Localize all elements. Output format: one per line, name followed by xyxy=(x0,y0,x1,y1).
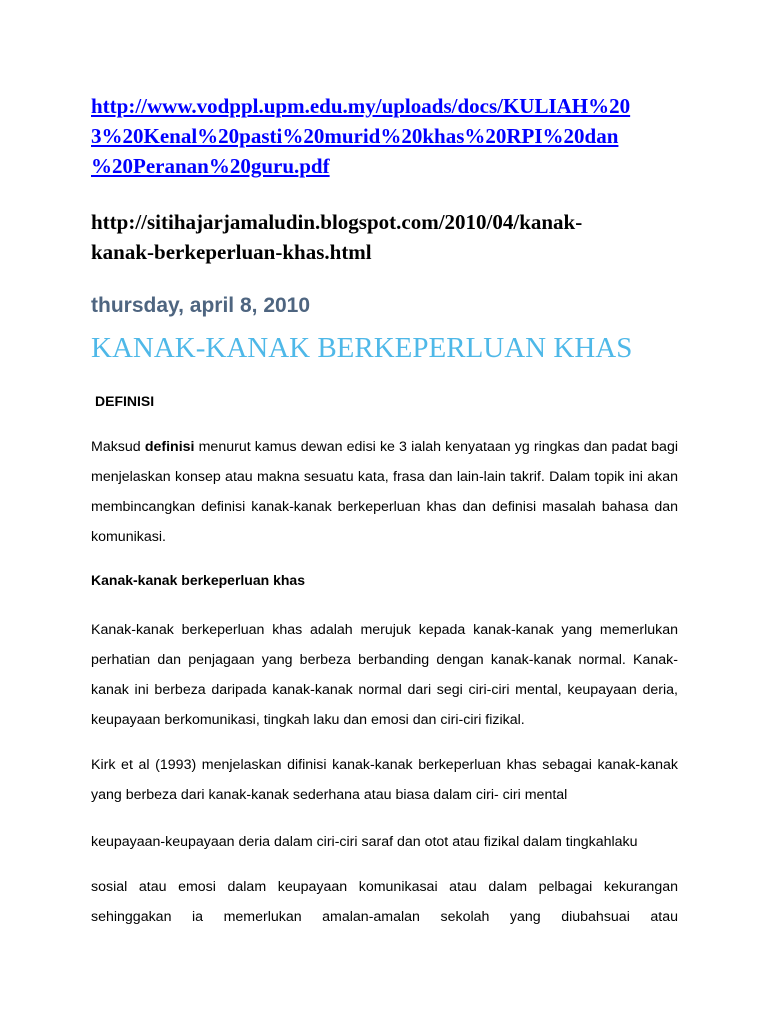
reference-link-1-line-3[interactable]: %20Peranan%20guru.pdf xyxy=(91,154,330,178)
reference-link-1-line-1[interactable]: http://www.vodppl.upm.edu.my/uploads/docs/KULIAH%20 xyxy=(91,94,631,118)
reference-link-1-line-2[interactable]: 3%20Kenal%20pasti%20murid%20khas%20RPI%20dan xyxy=(91,124,619,148)
paragraph-4: keupayaan-keupayaan deria dalam ciri-ciri saraf dan otot atau fizikal dalam tingkahlaku xyxy=(91,834,638,850)
subheading-kanak-kanak: Kanak-kanak berkeperluan khas xyxy=(91,572,305,588)
para1-rest: menurut kamus dewan edisi ke 3 ialah kenyataan yg ringkas dan padat bagi menjelaskan konsep atau makna sesuatu kata, frasa dan lain-lain takrif. Dalam topik ini akan membincangkan definisi kanak-kanak berkeperluan khas dan definisi masalah bahasa dan komunikasi. xyxy=(91,439,678,545)
para1-prefix: Maksud xyxy=(91,439,145,455)
reference-url-2-line-2: kanak-berkeperluan-khas.html xyxy=(91,240,372,264)
reference-url-2-line-1: http://sitihajarjamaludin.blogspot.com/2010/04/kanak- xyxy=(91,210,583,234)
definition-paragraph xyxy=(91,432,678,552)
paragraph-5: sosial atau emosi dalam keupayaan komunikasai atau dalam pelbagai kekurangan sehinggakan ia memerlukan amalan-amalan sekolah yang diubahsuai atau xyxy=(91,879,678,925)
post-title: KANAK-KANAK BERKEPERLUAN KHAS xyxy=(91,332,633,364)
definisi-heading: DEFINISI xyxy=(95,393,155,409)
post-date: thursday, april 8, 2010 xyxy=(91,294,311,317)
para1-bold-term: definisi xyxy=(144,439,195,455)
paragraph-2: Kanak-kanak berkeperluan khas adalah merujuk kepada kanak-kanak yang memerlukan perhatian dan penjagaan yang berbeza berbanding dengan kanak-kanak normal. Kanak-kanak ini berbeza daripada kanak-kanak normal dari segi ciri-ciri mental, keupayaan deria, keupayaan berkomunikasi, tingkah laku dan emosi dan ciri-ciri fizikal. xyxy=(91,622,678,728)
paragraph-3: Kirk et al (1993) menjelaskan difinisi kanak-kanak berkeperluan khas sebagai kanak-kanak yang berbeza dari kanak-kanak sederhana atau biasa dalam ciri- ciri mental xyxy=(91,757,678,803)
